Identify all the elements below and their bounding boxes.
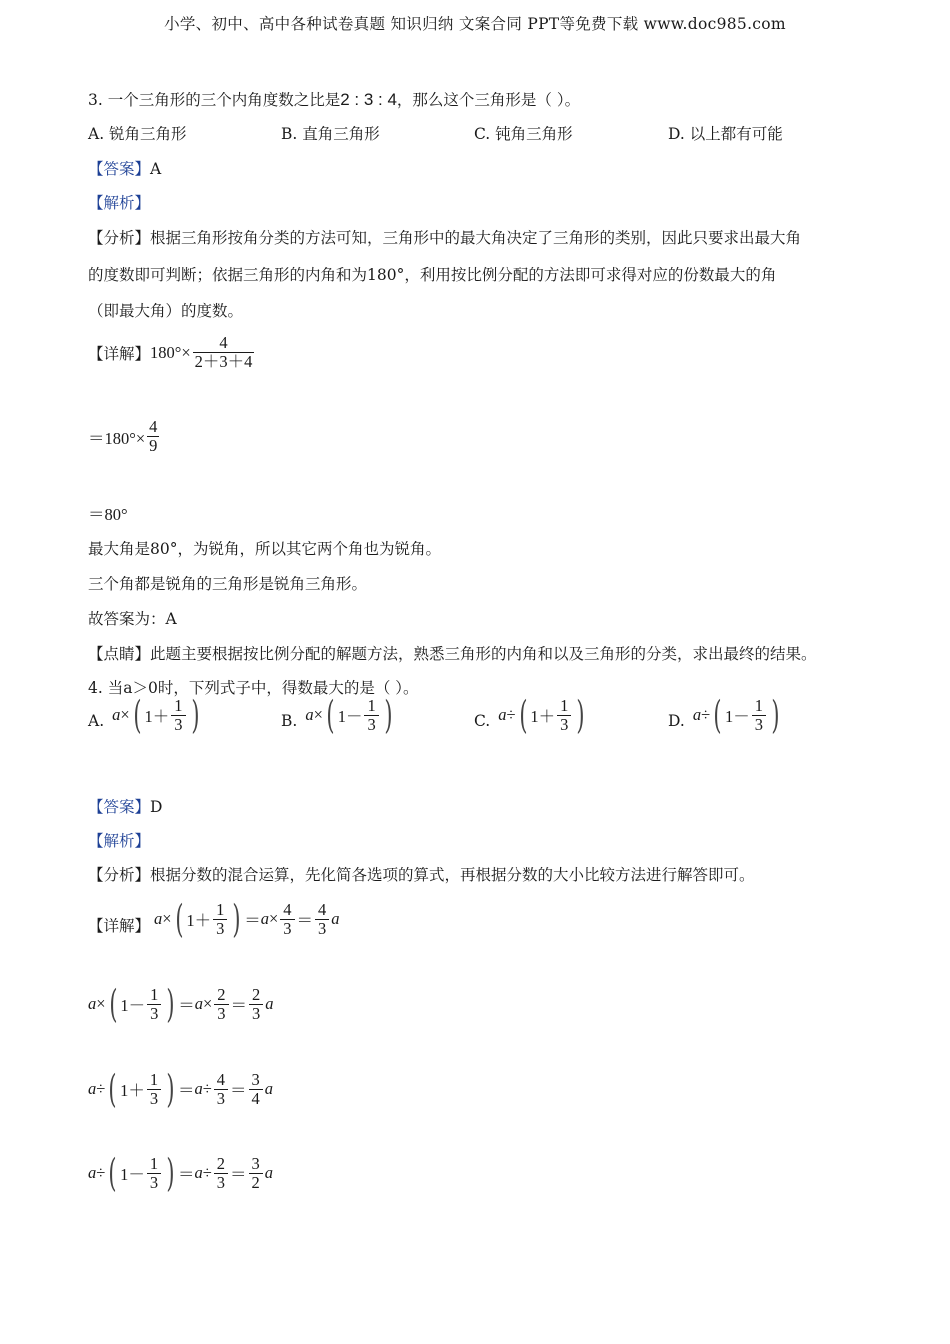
step-fraction [214,1071,228,1108]
parenthesis-group [516,693,589,737]
option-expression [692,693,783,737]
fraction-numerator: 1 [560,695,569,715]
q3-option-b: B. 直角三角形 [281,125,380,143]
equals-sign: ＝ [296,911,314,930]
fraction-numerator: 2 [216,1153,226,1173]
fraction-numerator: 4 [283,899,292,919]
fraction-denominator: 3 [752,715,766,734]
fraction-denominator: 3 [214,1089,228,1108]
fraction-numerator: 1 [367,695,376,715]
fraction-numerator: 2 [252,984,261,1004]
option-label: B. [281,712,298,730]
fraction-denominator: 2＋3＋4 [194,352,253,371]
operator: × [162,909,172,928]
q4-detail-row [88,1151,274,1195]
inner-fraction [213,901,227,938]
left-paren: ( [518,693,528,737]
operator: ÷ [701,705,711,724]
operator: × [120,705,130,724]
left-paren: ( [326,693,335,737]
left-paren: ( [108,982,118,1026]
variable: a [194,994,203,1013]
q3-answer-value: A [150,160,162,178]
q3-conclusion-b: 三个角都是锐角的三角形是锐角三角形。 [88,575,368,593]
q3-step1 [88,334,256,371]
fraction-numerator: 3 [251,1069,260,1089]
q4-detail-row [88,1067,274,1111]
q3-fenxi-line1 [88,228,801,248]
parenthesis-group [105,1151,178,1195]
variable: a [88,1079,97,1098]
right-paren: ) [771,693,780,737]
inner-fraction [171,697,185,734]
operator: × [96,994,106,1013]
fraction-denominator: 3 [214,1173,228,1192]
q3-stem-post: ，那么这个三角形是（ ）。 [396,91,581,109]
fraction-numerator: 1 [174,695,183,715]
equals-sign: ＝ [244,911,261,930]
q4-fenxi-text: 根据分数的混合运算，先化简各选项的算式，再根据分数的大小比较方法进行解答即可。 [150,866,755,884]
fraction-denominator: 3 [364,715,378,734]
q4-option-a [88,693,202,737]
operator: × [313,705,323,724]
xiangjie-tag: 【详解】 [88,344,151,363]
variable: a [194,1163,203,1182]
result-fraction [249,986,263,1023]
fraction-denominator: 3 [147,1173,161,1192]
q3-answer [88,159,161,179]
inner-term: 1－ [120,996,146,1015]
inner-fraction [364,697,378,734]
fraction-numerator: 1 [150,984,159,1004]
equals-sign: ＝ [230,1081,247,1100]
operator: ÷ [202,1163,212,1182]
fraction-numerator: 2 [217,984,226,1004]
q4-detail-row [88,982,274,1026]
option-label: A. [88,712,105,730]
equals-sign: ＝ [230,1165,247,1184]
left-paren: ( [713,693,722,737]
q3-conclusion-a: 最大角是80°，为锐角，所以其它两个角也为锐角。 [88,540,441,558]
option-expression [498,693,588,737]
right-paren: ) [190,693,200,737]
q3-step2 [88,418,161,455]
answer-tag: 【答案】 [88,798,151,816]
right-paren: ) [576,693,585,737]
fraction-denominator: 3 [249,1004,263,1023]
inner-term: 1＋ [530,707,556,726]
q3-step2-pre: ＝180°× [88,428,146,448]
fraction-denominator: 3 [213,919,227,938]
equals-sign: ＝ [178,996,195,1015]
option-label: C. [474,712,491,730]
fraction-numerator: 4 [318,899,327,919]
fraction-numerator: 1 [754,695,763,715]
variable: a [112,705,121,724]
q3-stem-pre: 3. 一个三角形的三个内角度数之比是 [88,91,341,109]
operator: × [202,994,213,1013]
inner-term: 1－ [724,707,750,726]
q3-option-c: C. 钝角三角形 [474,125,573,143]
step-fraction [214,986,228,1023]
operator: ÷ [506,705,516,724]
step-fraction [214,1155,228,1192]
fraction-numerator: 4 [219,333,228,352]
inner-fraction [147,986,161,1023]
fenxi-tag: 【分析】 [88,866,151,884]
equals-sign: ＝ [230,996,248,1015]
q4-jiexi-tag: 【解析】 [88,832,151,850]
q3-jiexi-tag: 【解析】 [88,194,151,212]
fraction-denominator: 2 [249,1173,263,1192]
variable: a [194,1079,203,1098]
variable: a [498,705,507,724]
fraction-numerator: 4 [216,1069,226,1089]
fraction-denominator: 4 [249,1089,263,1108]
variable: a [88,994,97,1013]
fraction-denominator: 9 [149,436,158,455]
fraction-denominator: 3 [557,715,571,734]
fraction-numerator: 1 [216,899,225,919]
inner-term: 1－ [120,1165,145,1184]
variable: a [692,705,702,724]
left-paren: ( [133,693,142,737]
q3-step3: ＝80° [88,505,128,524]
fraction-numerator: 1 [149,1153,159,1173]
result-fraction [315,901,329,938]
variable: a [88,1163,97,1182]
variable: a [265,994,274,1013]
q3-fenxi-text1: 根据三角形按角分类的方法可知，三角形中的最大角决定了三角形的类别，因此只要求出最大角 [150,229,802,247]
equals-sign: ＝ [177,1081,195,1100]
fraction-numerator: 3 [251,1153,260,1173]
parenthesis-group [106,982,179,1026]
inner-term: 1－ [337,707,363,726]
left-paren: ( [174,897,184,941]
parenthesis-group [710,693,783,737]
fraction-numerator: 1 [149,1069,159,1089]
option-expression [112,693,202,737]
fraction-denominator: 3 [147,1089,161,1108]
parenthesis-group [130,693,203,737]
right-paren: ) [232,897,241,941]
result-fraction [249,1071,263,1108]
result-fraction [249,1155,263,1192]
q3-ratio: 2 : 3 : 4 [340,90,397,109]
inner-fraction [147,1155,161,1192]
variable: a [264,1079,274,1098]
left-paren: ( [108,1067,117,1111]
fenxi-tag: 【分析】 [88,229,151,247]
variable: a [260,909,269,928]
operator: ÷ [202,1079,212,1098]
right-paren: ) [384,693,393,737]
q4-option-b [281,693,396,737]
inner-term: 1＋ [144,707,170,726]
q3-step1-fraction [193,334,255,371]
operator: × [268,909,279,928]
fraction-denominator: 3 [280,919,294,938]
q3-option-a: A. 锐角三角形 [88,125,187,143]
variable: a [154,909,163,928]
operator: ÷ [96,1163,106,1182]
inner-fraction [147,1071,161,1108]
right-paren: ) [166,1151,175,1195]
inner-fraction [752,697,766,734]
fraction-denominator: 3 [214,1004,228,1023]
q4-answer [88,797,162,817]
dianjing-tag: 【点睛】 [88,645,151,663]
q3-dianjing-text: 此题主要根据按比例分配的解题方法，熟悉三角形的内角和以及三角形的分类，求出最终的结果。 [150,645,817,663]
q4-answer-value: D [150,798,163,816]
q3-conclusion-c: 故答案为：A [88,610,177,628]
left-paren: ( [108,1151,117,1195]
page-header: 小学、初中、高中各种试卷真题 知识归纳 文案合同 PPT等免费下载 www.doc985.com [164,15,786,33]
right-paren: ) [166,1067,175,1111]
answer-tag: 【答案】 [88,160,151,178]
parenthesis-group [172,897,245,941]
variable: a [305,705,314,724]
equals-sign: ＝ [177,1165,195,1184]
q4-stem: 4. 当a＞0时，下列式子中，得数最大的是（ ）。 [88,679,419,697]
option-expression [305,693,395,737]
step-fraction [280,901,294,938]
q3-stem [88,90,580,110]
fraction-numerator: 4 [149,417,158,436]
q3-option-d: D. 以上都有可能 [668,125,783,143]
parenthesis-group [323,693,396,737]
q4-detail-row [88,897,340,941]
xiangjie-tag: 【详解】 [88,917,151,935]
variable: a [264,1163,274,1182]
q3-step1-pre: 180°× [150,342,191,362]
q4-option-c [474,693,588,737]
q3-fenxi-line2: 的度数即可判断；依据三角形的内角和为180°，利用按比例分配的方法即可求得对应的份数最大的角 [88,266,777,284]
inner-term: 1＋ [186,911,212,930]
q4-fenxi [88,865,755,885]
fraction-denominator: 3 [147,1004,161,1023]
fraction-denominator: 3 [171,715,185,734]
inner-fraction [557,697,571,734]
option-label: D. [668,712,685,730]
q3-fenxi-line3: （即最大角）的度数。 [88,302,244,320]
variable: a [331,909,340,928]
q3-step2-fraction [147,418,159,455]
operator: ÷ [96,1079,106,1098]
inner-term: 1＋ [120,1081,145,1100]
right-paren: ) [166,982,175,1026]
parenthesis-group [105,1067,178,1111]
q3-dianjing [88,644,817,664]
fraction-denominator: 3 [315,919,329,938]
q4-option-d [668,693,783,737]
